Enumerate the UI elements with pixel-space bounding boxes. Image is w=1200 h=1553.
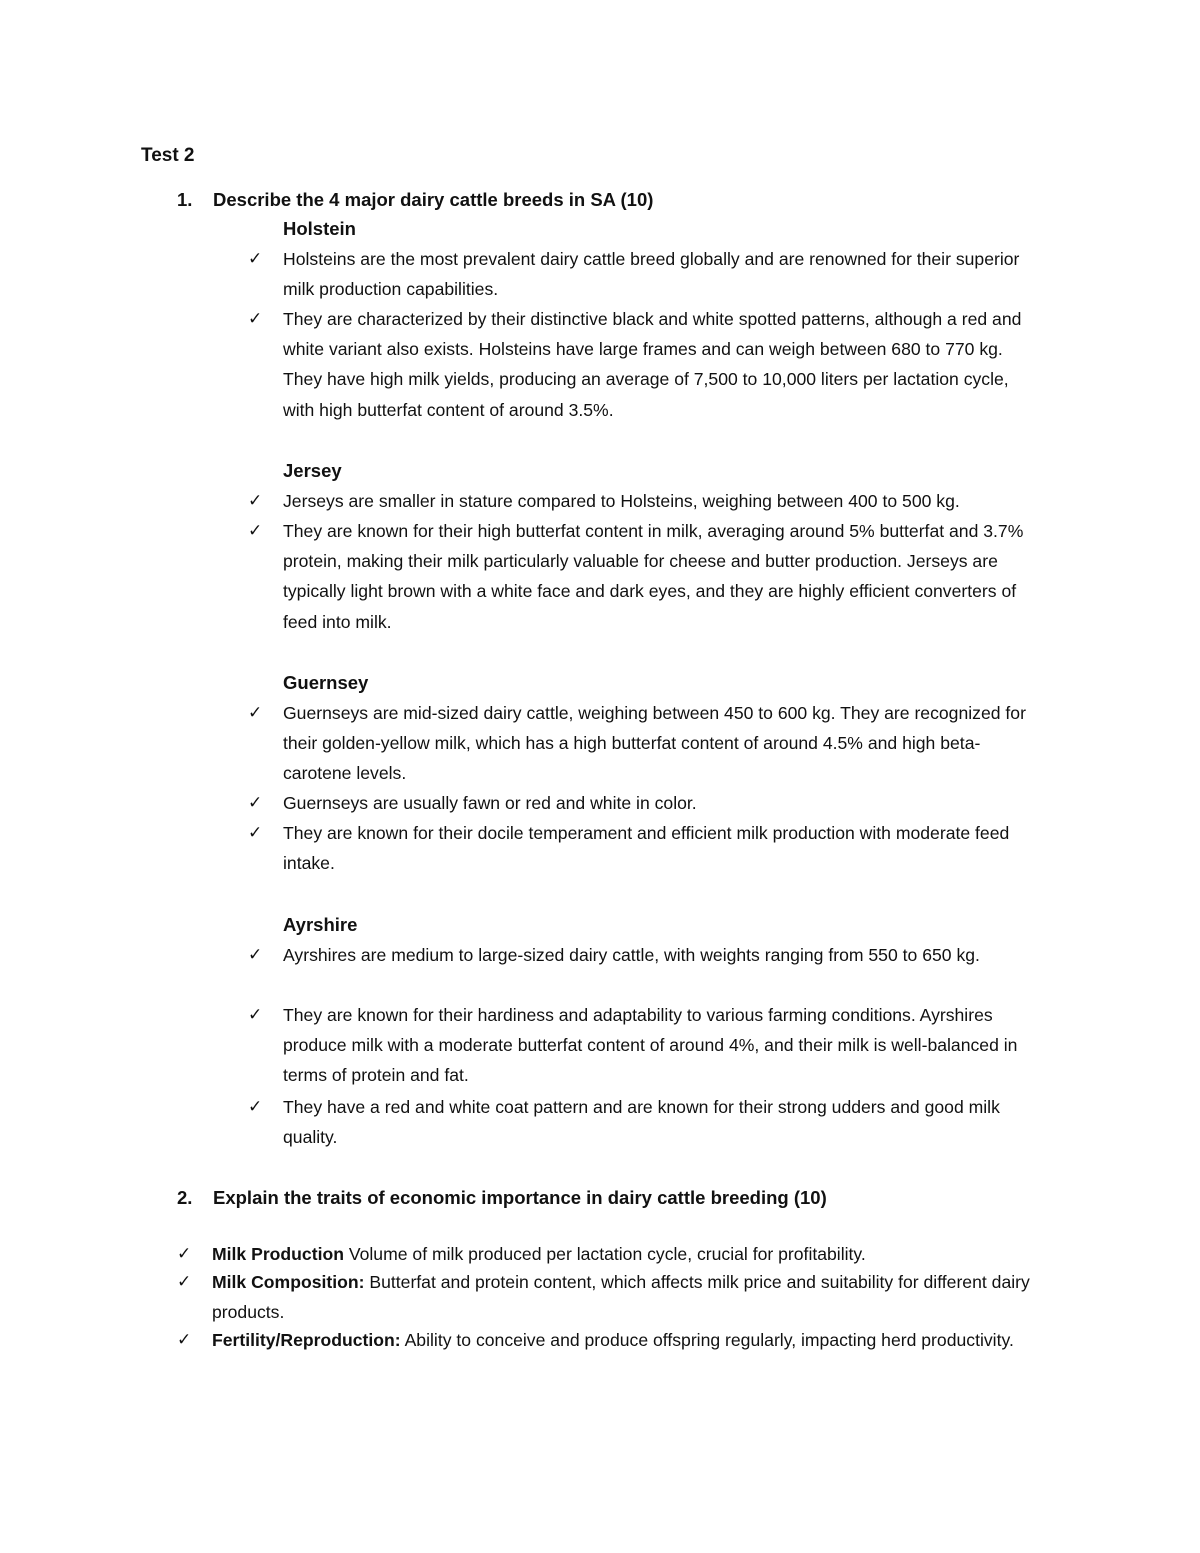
trait-name: Milk Production	[212, 1244, 344, 1264]
list-item-text: They are known for their hardiness and adaptability to various farming conditions. Ayrshires produce milk with a moderate butterfat content of around 4%, and their milk is well-balanced in terms of protein and fat.	[283, 1005, 1018, 1086]
list-item	[248, 1000, 1038, 1091]
checkmark-icon: ✓	[248, 1005, 263, 1025]
list-item	[177, 1267, 1037, 1327]
checkmark-icon: ✓	[248, 249, 263, 269]
checkmark-icon: ✓	[248, 491, 263, 511]
list-item-text: Jerseys are smaller in stature compared to Holsteins, weighing between 400 to 500 kg.	[283, 491, 960, 511]
list-item	[248, 698, 1038, 789]
checkmark-icon: ✓	[177, 1330, 192, 1350]
checkmark-icon: ✓	[248, 793, 263, 813]
trait-description: Ability to conceive and produce offspring regularly, impacting herd productivity.	[400, 1330, 1014, 1350]
checkmark-icon: ✓	[248, 945, 263, 965]
list-item	[248, 940, 1038, 970]
checkmark-icon: ✓	[248, 309, 263, 329]
list-item	[177, 1325, 1037, 1355]
list-item	[248, 244, 1038, 304]
list-item	[248, 1092, 1038, 1152]
trait-description: Volume of milk produced per lactation cycle, crucial for profitability.	[343, 1244, 866, 1264]
list-item-text: Holsteins are the most prevalent dairy cattle breed globally and are renowned for their superior milk production capabilities.	[283, 249, 1020, 300]
trait-name: Milk Composition:	[212, 1272, 365, 1292]
list-item	[248, 304, 1038, 425]
breed-heading-holstein: Holstein	[283, 218, 356, 239]
list-item-text: They are characterized by their distinctive black and white spotted patterns, although a red and white variant also exists. Holsteins have large frames and can weigh between 680 to 770 kg. They have high milk yields, producing an average of 7,500 to 10,000 liters per lactation cycle, with high butterfat content of around 3.5%.	[283, 309, 1022, 420]
list-item	[248, 516, 1038, 637]
trait-description: Butterfat and protein content, which affects milk price and suitability for different dairy products.	[212, 1272, 1030, 1323]
checkmark-icon: ✓	[248, 703, 263, 723]
checkmark-icon: ✓	[248, 1097, 263, 1117]
list-item-text: Guernseys are mid-sized dairy cattle, weighing between 450 to 600 kg. They are recognized for their golden-yellow milk, which has a high butterfat content of around 4.5% and high beta-carotene levels.	[283, 703, 1026, 784]
checkmark-icon: ✓	[177, 1272, 192, 1292]
list-item	[248, 788, 1038, 818]
list-item-text: They are known for their docile temperament and efficient milk production with moderate feed intake.	[283, 823, 1010, 874]
list-item	[248, 486, 1038, 516]
checkmark-icon: ✓	[177, 1244, 192, 1264]
list-item	[248, 818, 1038, 878]
list-item-text: Ayrshires are medium to large-sized dairy cattle, with weights ranging from 550 to 650 kg.	[283, 945, 980, 965]
breed-heading-ayrshire: Ayrshire	[283, 914, 358, 935]
trait-name: Fertility/Reproduction:	[212, 1330, 401, 1350]
question-text: Explain the traits of economic importance in dairy cattle breeding (10)	[213, 1187, 827, 1208]
breed-heading-guernsey: Guernsey	[283, 672, 369, 693]
list-item-text: Guernseys are usually fawn or red and white in color.	[283, 793, 697, 813]
question-number: 1.	[177, 189, 193, 210]
checkmark-icon: ✓	[248, 521, 263, 541]
list-item	[177, 1239, 1037, 1269]
question-text: Describe the 4 major dairy cattle breeds in SA (10)	[213, 189, 654, 210]
list-item-text: They are known for their high butterfat content in milk, averaging around 5% butterfat and 3.7% protein, making their milk particularly valuable for cheese and butter production. Jerseys are typically light brown with a white face and dark eyes, and they are highly efficient converters of feed into milk.	[283, 521, 1024, 632]
question-number: 2.	[177, 1187, 193, 1208]
breed-heading-jersey: Jersey	[283, 460, 342, 481]
page-title: Test 2	[141, 145, 195, 166]
checkmark-icon: ✓	[248, 823, 263, 843]
list-item-text: They have a red and white coat pattern and are known for their strong udders and good milk quality.	[283, 1097, 1000, 1148]
